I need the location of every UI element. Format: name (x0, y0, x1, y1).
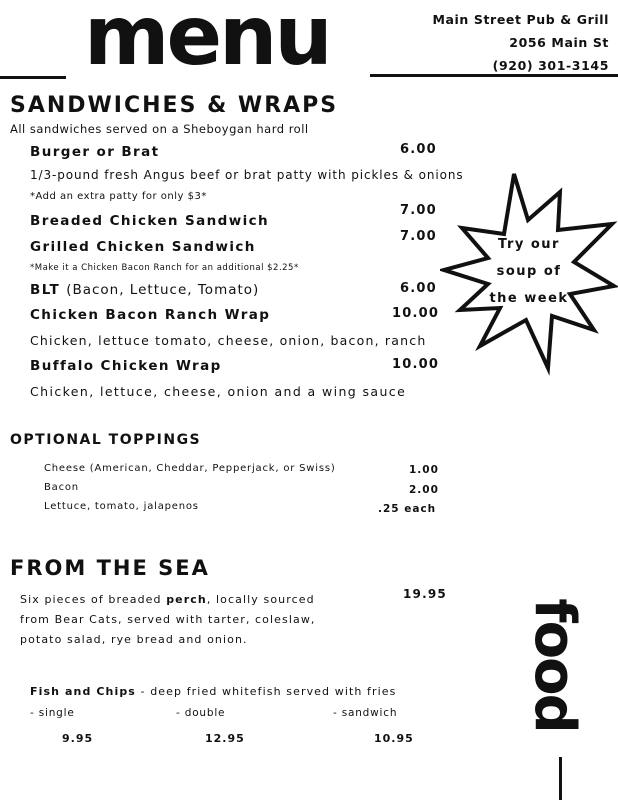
food-side-word (522, 590, 587, 740)
blt-name (30, 282, 259, 298)
fish-and-chips (30, 685, 397, 698)
fish-option-sandwich: - sandwich (333, 707, 398, 719)
topping-cheese: Cheese (American, Cheddar, Pepperjack, or Swiss) (44, 463, 336, 474)
grilled-chicken-price: 7.00 (400, 229, 437, 244)
topping-veggies: Lettuce, tomato, jalapenos (44, 501, 199, 512)
menu-title: menu (84, 0, 330, 84)
perch-desc-a: Six pieces of breaded (20, 593, 167, 606)
sandwiches-subtitle: All sandwiches served on a Sheboygan hard roll (10, 122, 309, 136)
fish-and-chips-name: Fish and Chips (30, 685, 136, 698)
topping-bacon-price: 2.00 (409, 484, 439, 496)
cbr-wrap-desc: Chicken, lettuce tomato, cheese, onion, bacon, ranch (30, 333, 427, 348)
breaded-chicken-name: Breaded Chicken Sandwich (30, 213, 270, 229)
perch-desc-bold: perch (166, 593, 207, 606)
soup-starburst (440, 170, 618, 378)
toppings-heading: OPTIONAL TOPPINGS (10, 432, 202, 448)
cbr-wrap-price: 10.00 (392, 306, 440, 321)
burger-name: Burger or Brat (30, 144, 160, 160)
starburst-text (440, 231, 618, 312)
breaded-chicken-price: 7.00 (400, 203, 437, 218)
fish-price-double: 12.95 (205, 732, 245, 745)
restaurant-name: Main Street Pub & Grill (432, 12, 609, 27)
fish-and-chips-desc: - deep fried whitefish served with fries (135, 685, 397, 698)
perch-desc-c: , locally sourced (206, 593, 315, 606)
topping-cheese-price: 1.00 (409, 464, 439, 476)
burger-note: *Add an extra patty for only $3* (30, 191, 207, 202)
burger-price: 6.00 (400, 142, 437, 157)
starburst-line-3: the week (489, 291, 569, 306)
food-side-text: food (522, 598, 587, 732)
perch-desc-line-3: potato salad, rye bread and onion. (20, 633, 248, 646)
fish-price-sandwich: 10.95 (374, 732, 414, 745)
starburst-line-1: Try our (498, 237, 560, 252)
header-rule-left (0, 76, 66, 79)
restaurant-address: 2056 Main St (509, 35, 609, 50)
grilled-chicken-note: *Make it a Chicken Bacon Ranch for an additional $2.25* (30, 263, 299, 273)
sandwiches-heading: SANDWICHES & WRAPS (10, 93, 339, 118)
buffalo-wrap-price: 10.00 (392, 357, 440, 372)
restaurant-phone: (920) 301-3145 (492, 58, 609, 73)
perch-desc-line-2: from Bear Cats, served with tarter, coleslaw, (20, 613, 316, 626)
fish-option-double: - double (176, 707, 226, 719)
blt-extra: (Bacon, Lettuce, Tomato) (66, 282, 260, 298)
perch-desc-line-1 (20, 593, 315, 606)
cbr-wrap-name: Chicken Bacon Ranch Wrap (30, 307, 271, 323)
sea-heading: FROM THE SEA (10, 556, 210, 580)
topping-bacon: Bacon (44, 482, 79, 493)
perch-price: 19.95 (403, 587, 447, 601)
starburst-line-2: soup of (496, 264, 562, 279)
burger-desc: 1/3-pound fresh Angus beef or brat patty with pickles & onions (30, 168, 464, 182)
buffalo-wrap-desc: Chicken, lettuce, cheese, onion and a wing sauce (30, 384, 407, 399)
topping-veggies-price: .25 each (378, 503, 437, 515)
blt-price: 6.00 (400, 281, 437, 296)
grilled-chicken-name: Grilled Chicken Sandwich (30, 239, 256, 255)
fish-price-single: 9.95 (62, 732, 94, 745)
buffalo-wrap-name: Buffalo Chicken Wrap (30, 358, 222, 374)
fish-option-single: - single (30, 707, 75, 719)
blt-label: BLT (30, 282, 61, 298)
bottom-vertical-rule (559, 757, 562, 800)
contact-block (432, 8, 609, 77)
